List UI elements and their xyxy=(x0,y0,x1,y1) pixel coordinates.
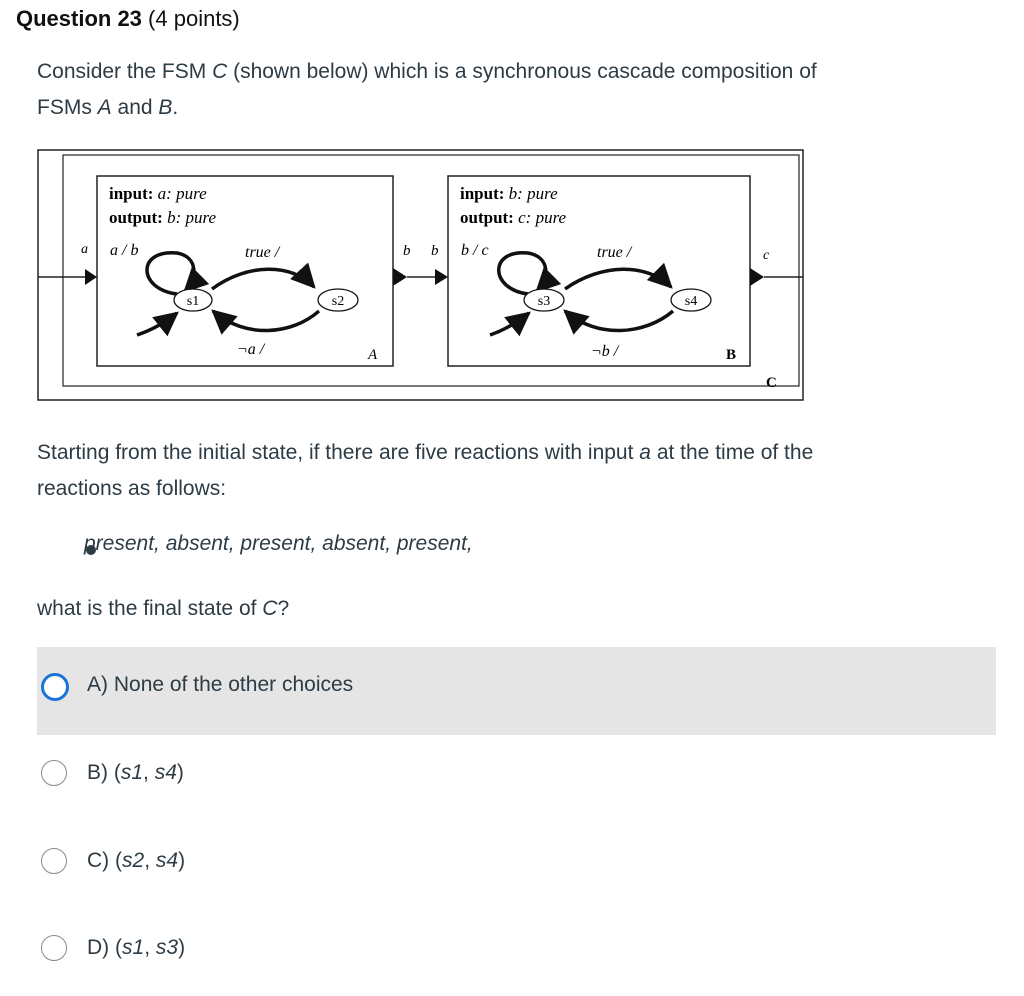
port-b-in-label: b xyxy=(431,243,439,259)
state-s3-label: s3 xyxy=(537,294,551,309)
fsm-diagram xyxy=(37,149,804,401)
port-b-out-label: b xyxy=(403,243,411,259)
answer-option-b[interactable] xyxy=(37,730,996,818)
fsm-b-selfloop-label: b / c xyxy=(461,242,489,259)
fsm-a-top-transition-label: true / xyxy=(245,244,280,261)
fsm-b-input-decl: input: b: pure xyxy=(460,184,558,203)
question-number: Question 23 xyxy=(16,6,142,31)
fsm-b-name: B xyxy=(726,347,737,363)
radio-a[interactable] xyxy=(41,673,69,701)
answer-a-label: A) None of the other choices xyxy=(87,673,354,696)
port-a-label: a xyxy=(81,242,88,257)
question-start: Starting from the initial state, if there are five reactions with input a at the time of the reactions as follows: xyxy=(37,441,814,500)
answer-c-label: C) (s2, s4) xyxy=(87,849,186,872)
question-header xyxy=(16,6,240,32)
input-sequence: present, absent, present, absent, present, xyxy=(84,532,473,555)
port-c-label: c xyxy=(763,248,770,263)
fsm-a-name: A xyxy=(368,347,378,363)
radio-c[interactable] xyxy=(41,848,67,874)
state-s1-label: s1 xyxy=(186,294,200,309)
question-final: what is the final state of C? xyxy=(37,597,290,620)
fsm-a-selfloop-label: a / b xyxy=(110,242,139,259)
fsm-b-output-decl: output: c: pure xyxy=(460,208,567,227)
fsm-b-top-transition-label: true / xyxy=(597,244,632,261)
fsm-a-input-decl: input: a: pure xyxy=(109,184,207,203)
radio-d[interactable] xyxy=(41,935,67,961)
fsm-b-bottom-transition-label: ¬b / xyxy=(591,343,619,360)
answer-option-d[interactable] xyxy=(37,905,996,993)
state-s2-label: s2 xyxy=(331,294,345,309)
fsm-a-output-decl: output: b: pure xyxy=(109,208,217,227)
answer-d-label: D) (s1, s3) xyxy=(87,936,186,959)
question-points: (4 points) xyxy=(148,6,240,31)
question-intro: Consider the FSM C (shown below) which is a synchronous cascade composition of FSMs A and B. xyxy=(37,60,817,119)
answer-option-c[interactable] xyxy=(37,818,996,906)
fsm-a-bottom-transition-label: ¬a / xyxy=(237,341,265,358)
answer-option-a[interactable] xyxy=(37,647,996,735)
state-s4-label: s4 xyxy=(684,294,698,309)
composite-name: C xyxy=(766,375,777,391)
answer-b-label: B) (s1, s4) xyxy=(87,761,184,784)
radio-b[interactable] xyxy=(41,760,67,786)
